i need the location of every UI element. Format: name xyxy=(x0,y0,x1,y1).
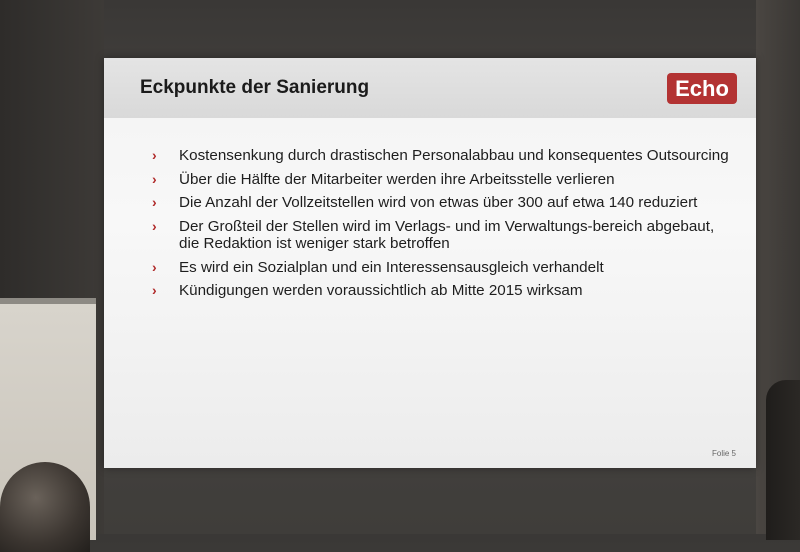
chevron-right-icon: › xyxy=(152,194,157,210)
audience-head xyxy=(0,462,90,552)
bullet-list xyxy=(152,147,732,306)
echo-logo: Echo xyxy=(667,73,737,104)
chevron-right-icon: › xyxy=(152,147,157,163)
slide-page-number: Folie 5 xyxy=(711,449,736,458)
chevron-right-icon: › xyxy=(152,170,157,187)
bullet-text: Kündigungen werden voraussichtlich ab Mitte 2015 wirksam xyxy=(179,282,583,299)
slide-title-bar xyxy=(104,58,756,118)
bullet-item xyxy=(152,194,732,212)
presenter-silhouette xyxy=(766,380,800,540)
chevron-right-icon: › xyxy=(152,282,157,298)
projection-screen xyxy=(104,58,756,468)
bullet-text: Die Anzahl der Vollzeitstellen wird von etwas über 300 auf etwa 140 reduziert xyxy=(179,194,698,211)
chevron-right-icon: › xyxy=(152,217,157,234)
bullet-item xyxy=(152,218,732,253)
bullet-item xyxy=(152,171,732,189)
bullet-text: Kostensenkung durch drastischen Personalabbau und konsequentes Outsourcing xyxy=(179,147,729,164)
bullet-item xyxy=(152,259,732,277)
bullet-text: Über die Hälfte der Mitarbeiter werden ihre Arbeitsstelle verlieren xyxy=(179,170,615,188)
chevron-right-icon: › xyxy=(152,258,157,275)
bullet-item xyxy=(152,282,732,300)
bullet-item xyxy=(152,147,732,165)
slide-title: Eckpunkte der Sanierung xyxy=(140,77,370,98)
bullet-text: Es wird ein Sozialplan und ein Interessensausgleich verhandelt xyxy=(179,258,604,276)
bullet-text: Der Großteil der Stellen wird im Verlags- und im Verwaltungs-bereich abgebaut, die Redaktion ist weniger stark betroffen xyxy=(179,217,715,252)
